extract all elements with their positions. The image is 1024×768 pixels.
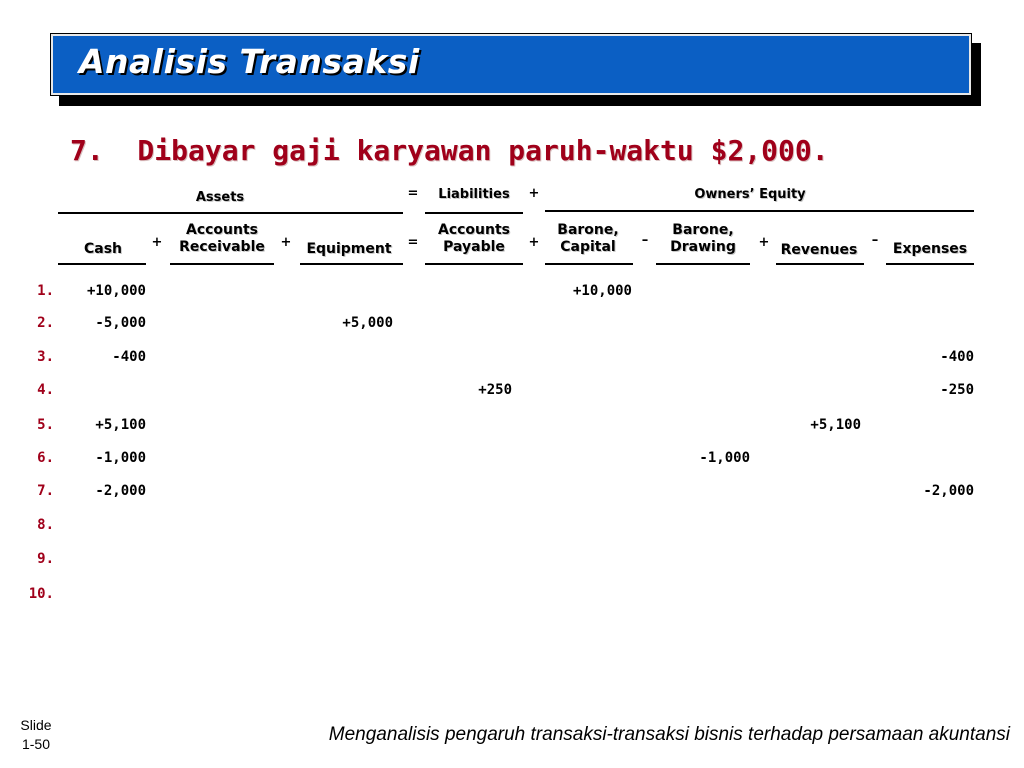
op-ap-capital: + xyxy=(528,235,540,250)
title-banner xyxy=(51,34,971,95)
col-ar-line2: Receivable xyxy=(179,239,265,255)
group-plus-sign: + xyxy=(528,186,540,201)
cell-cash: -1,000 xyxy=(95,450,146,466)
assets-header: Assets xyxy=(195,190,245,205)
cell-expenses: -400 xyxy=(940,349,974,365)
slide-title: Analisis Transaksi xyxy=(79,42,420,81)
col-accounts-payable xyxy=(425,222,523,256)
slide-label-text: Slide xyxy=(20,717,52,733)
col-capital-line1: Barone, xyxy=(557,222,619,238)
row-number: 6. xyxy=(37,450,54,466)
row-number: 3. xyxy=(37,349,54,365)
cell-drawing: -1,000 xyxy=(699,450,750,466)
row-number: 9. xyxy=(37,551,54,567)
assets-group-line xyxy=(58,212,403,214)
op-equals: = xyxy=(407,235,419,250)
row-number: 8. xyxy=(37,517,54,533)
cell-cash: +5,100 xyxy=(95,417,146,433)
row-number: 10. xyxy=(28,586,54,602)
cell-expenses: -250 xyxy=(940,382,974,398)
op-drawing-revenues: + xyxy=(758,235,770,250)
op-revenues-expenses: – xyxy=(871,233,879,248)
col-barone-drawing xyxy=(656,222,750,256)
footer-caption: Menganalisis pengaruh transaksi-transaksi bisnis terhadap persamaan akuntansi xyxy=(328,724,1010,745)
cell-equipment: +5,000 xyxy=(342,315,393,331)
col-cash: Cash xyxy=(83,241,123,257)
col-ap-line1: Accounts xyxy=(437,222,510,238)
liabilities-header: Liabilities xyxy=(438,187,510,202)
cell-cash: -2,000 xyxy=(95,483,146,499)
cell-cash: -5,000 xyxy=(95,315,146,331)
col-drawing-line1: Barone, xyxy=(672,222,734,238)
col-capital-line2: Capital xyxy=(560,239,616,255)
col-accounts-receivable xyxy=(170,222,274,256)
group-equals-sign: = xyxy=(407,186,419,201)
owners-equity-header: Owners’ Equity xyxy=(694,187,806,202)
transaction-question: 7. Dibayar gaji karyawan paruh-waktu $2,000. xyxy=(70,134,829,167)
cell-expenses: -2,000 xyxy=(923,483,974,499)
ap-col-line xyxy=(425,263,523,265)
drawing-col-line xyxy=(656,263,750,265)
revenues-col-line xyxy=(776,263,864,265)
col-expenses: Expenses xyxy=(892,241,968,257)
col-barone-capital xyxy=(545,222,631,256)
liabilities-group-line xyxy=(425,212,523,214)
cell-cash: +10,000 xyxy=(86,283,146,299)
col-equipment: Equipment xyxy=(306,241,392,257)
slide-number-text: 1-50 xyxy=(21,736,51,752)
op-cash-ar: + xyxy=(151,235,163,250)
expenses-col-line xyxy=(886,263,974,265)
capital-col-line xyxy=(545,263,633,265)
row-number: 7. xyxy=(37,483,54,499)
row-number: 4. xyxy=(37,382,54,398)
cell-ap: +250 xyxy=(478,382,512,398)
cash-col-line xyxy=(58,263,146,265)
row-number: 1. xyxy=(37,283,54,299)
col-drawing-line2: Drawing xyxy=(670,239,736,255)
cell-cash: -400 xyxy=(112,349,146,365)
ar-col-line xyxy=(170,263,274,265)
cell-revenues: +5,100 xyxy=(810,417,861,433)
op-ar-equipment: + xyxy=(280,235,292,250)
col-ar-line1: Accounts xyxy=(185,222,258,238)
owners-equity-group-line xyxy=(545,210,974,212)
row-number: 5. xyxy=(37,417,54,433)
op-capital-drawing: – xyxy=(641,233,649,248)
slide-number xyxy=(10,716,62,754)
col-revenues: Revenues xyxy=(780,242,858,258)
col-ap-line2: Payable xyxy=(443,239,505,255)
cell-capital: +10,000 xyxy=(572,283,632,299)
row-number: 2. xyxy=(37,315,54,331)
equipment-col-line xyxy=(300,263,403,265)
